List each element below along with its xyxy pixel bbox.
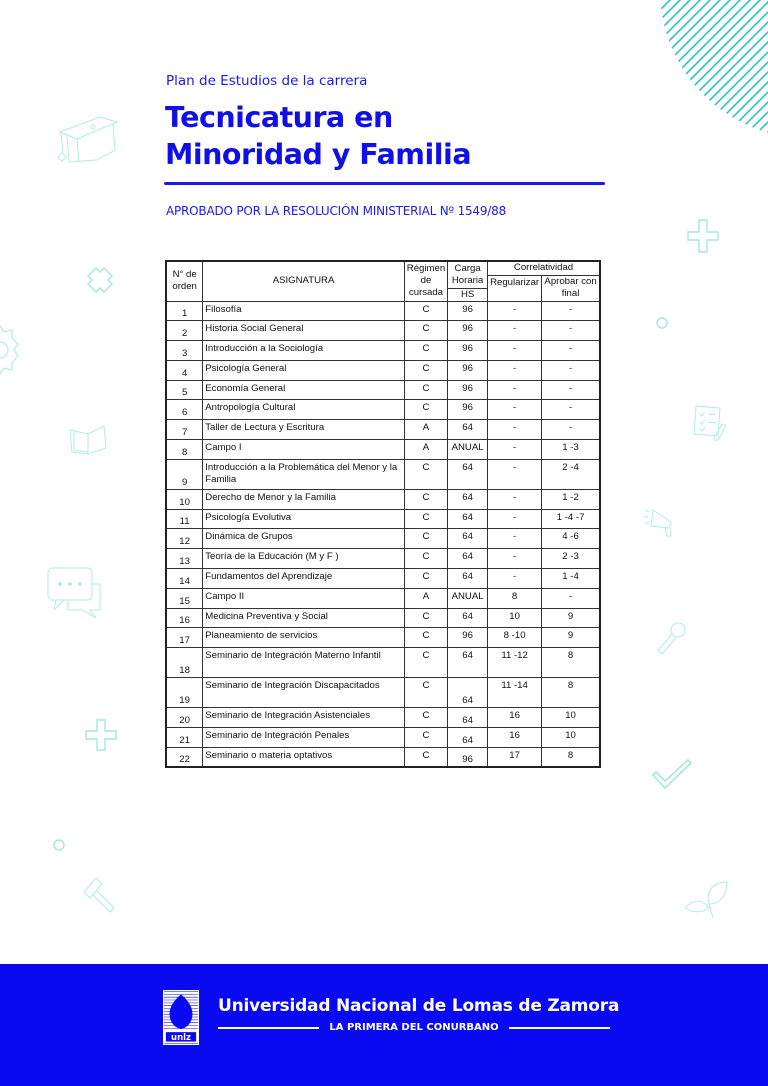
checklist-icon — [692, 404, 726, 442]
row-subject: Seminario de Integración Penales — [203, 728, 405, 748]
row-hours: 64 — [448, 648, 488, 678]
row-regime: C — [404, 569, 447, 589]
row-subject: Introducción a la Problemática del Menor y la Familia — [203, 459, 405, 489]
page-subtitle: Plan de Estudios de la carrera — [166, 73, 368, 89]
row-hours: 64 — [448, 608, 488, 628]
row-approve-final: - — [542, 301, 600, 321]
row-regularize: - — [488, 489, 542, 509]
row-order: 3 — [166, 341, 203, 361]
row-hours: 64 — [448, 549, 488, 569]
header-correlatives: Correlatividad — [488, 261, 600, 275]
row-regularize: 11 -12 — [488, 648, 542, 678]
row-regularize: 10 — [488, 608, 542, 628]
row-regularize: 16 — [488, 728, 542, 748]
row-regularize: - — [488, 529, 542, 549]
row-hours: 96 — [448, 301, 488, 321]
row-order: 19 — [166, 678, 203, 708]
title-line-2: Minoridad y Familia — [165, 138, 472, 171]
table-row — [166, 608, 600, 628]
row-regularize: - — [488, 341, 542, 361]
row-regime: C — [404, 678, 447, 708]
row-approve-final: - — [542, 321, 600, 341]
plus-icon — [84, 718, 118, 752]
unlz-logo — [163, 990, 199, 1045]
row-regularize: 17 — [488, 747, 542, 767]
row-regularize: - — [488, 459, 542, 489]
row-regularize: 11 -14 — [488, 678, 542, 708]
row-regime: C — [404, 708, 447, 728]
row-regularize: 16 — [488, 708, 542, 728]
row-regime: C — [404, 459, 447, 489]
logo-text: unlz — [171, 1033, 191, 1044]
table-row — [166, 420, 600, 440]
microphone-icon — [656, 620, 688, 656]
row-hours: 96 — [448, 341, 488, 361]
row-regime: C — [404, 380, 447, 400]
table-row — [166, 321, 600, 341]
multiply-icon — [84, 264, 116, 296]
approval-resolution: APROBADO POR LA RESOLUCIÓN MINISTERIAL Nº 1549/88 — [166, 204, 507, 218]
row-approve-final: - — [542, 400, 600, 420]
row-regime: C — [404, 360, 447, 380]
row-order: 1 — [166, 301, 203, 321]
row-approve-final: 1 -4 -7 — [542, 509, 600, 529]
row-approve-final: 1 -2 — [542, 489, 600, 509]
table-row — [166, 569, 600, 589]
title-divider — [164, 182, 605, 185]
row-regularize: 8 — [488, 588, 542, 608]
row-approve-final: 8 — [542, 678, 600, 708]
leaf-icon — [683, 880, 729, 922]
row-approve-final: 4 -6 — [542, 529, 600, 549]
row-subject: Taller de Lectura y Escritura — [203, 420, 405, 440]
row-hours: ANUAL — [448, 440, 488, 460]
row-regime: C — [404, 341, 447, 361]
row-hours: 96 — [448, 400, 488, 420]
row-approve-final: - — [542, 341, 600, 361]
table-row — [166, 459, 600, 489]
row-hours: 64 — [448, 420, 488, 440]
row-order: 14 — [166, 569, 203, 589]
header-subject: ASIGNATURA — [203, 261, 405, 301]
row-regime: C — [404, 301, 447, 321]
row-approve-final: - — [542, 360, 600, 380]
row-order: 6 — [166, 400, 203, 420]
slogan-text: LA PRIMERA DEL CONURBANO — [329, 1022, 499, 1033]
row-subject: Planeamiento de servicios — [203, 628, 405, 648]
row-order: 18 — [166, 648, 203, 678]
row-approve-final: 10 — [542, 728, 600, 748]
table-row — [166, 360, 600, 380]
row-approve-final: 9 — [542, 608, 600, 628]
row-order: 10 — [166, 489, 203, 509]
row-hours: 64 — [448, 529, 488, 549]
row-subject: Campo I — [203, 440, 405, 460]
table-row — [166, 747, 600, 767]
row-order: 17 — [166, 628, 203, 648]
row-order: 21 — [166, 728, 203, 748]
title-line-1: Tecnicatura en — [165, 101, 393, 134]
header-regime: Régimen de cursada — [404, 261, 447, 301]
row-regime: C — [404, 509, 447, 529]
row-regime: C — [404, 400, 447, 420]
slogan — [218, 1022, 610, 1033]
row-regularize: - — [488, 549, 542, 569]
row-regime: C — [404, 608, 447, 628]
row-approve-final: 1 -3 — [542, 440, 600, 460]
row-regularize: - — [488, 400, 542, 420]
row-hours: ANUAL — [448, 588, 488, 608]
header-approve-final: Aprobar con final — [542, 275, 600, 301]
row-order: 2 — [166, 321, 203, 341]
row-approve-final: 9 — [542, 628, 600, 648]
row-regularize: - — [488, 301, 542, 321]
table-row — [166, 588, 600, 608]
row-subject: Medicina Preventiva y Social — [203, 608, 405, 628]
row-hours: 64 — [448, 728, 488, 748]
row-subject: Filosofía — [203, 301, 405, 321]
circle-icon — [655, 316, 669, 330]
slogan-line-left — [218, 1027, 319, 1029]
circle-icon — [52, 838, 66, 852]
row-approve-final: - — [542, 420, 600, 440]
table-row — [166, 380, 600, 400]
megaphone-icon — [643, 502, 679, 538]
row-approve-final: 2 -3 — [542, 549, 600, 569]
table-row — [166, 440, 600, 460]
slogan-line-right — [509, 1027, 610, 1029]
gear-icon — [0, 322, 28, 378]
row-regime: C — [404, 648, 447, 678]
row-regularize: - — [488, 380, 542, 400]
table-row — [166, 549, 600, 569]
page-title — [165, 99, 471, 173]
row-subject: Historia Social General — [203, 321, 405, 341]
row-approve-final: 1 -4 — [542, 569, 600, 589]
table-row — [166, 509, 600, 529]
row-hours: 64 — [448, 489, 488, 509]
row-regime: A — [404, 420, 447, 440]
row-regularize: - — [488, 440, 542, 460]
row-regime: C — [404, 529, 447, 549]
row-subject: Teoría de la Educación (M y F ) — [203, 549, 405, 569]
row-order: 4 — [166, 360, 203, 380]
row-hours: 96 — [448, 380, 488, 400]
row-hours: 64 — [448, 708, 488, 728]
gavel-icon — [80, 874, 120, 914]
chat-bubbles-icon — [46, 566, 104, 624]
row-order: 16 — [166, 608, 203, 628]
row-regime: C — [404, 321, 447, 341]
row-regime: C — [404, 549, 447, 569]
row-approve-final: - — [542, 588, 600, 608]
row-order: 13 — [166, 549, 203, 569]
row-subject: Campo II — [203, 588, 405, 608]
row-hours: 96 — [448, 360, 488, 380]
table-row — [166, 708, 600, 728]
row-subject: Derecho de Menor y la Familia — [203, 489, 405, 509]
row-subject: Psicología Evolutiva — [203, 509, 405, 529]
row-hours: 96 — [448, 628, 488, 648]
row-approve-final: 2 -4 — [542, 459, 600, 489]
row-hours: 96 — [448, 321, 488, 341]
row-subject: Psicología General — [203, 360, 405, 380]
row-subject: Dinámica de Grupos — [203, 529, 405, 549]
header-regularize: Regularizar — [488, 275, 542, 301]
row-regime: C — [404, 489, 447, 509]
row-regime: C — [404, 728, 447, 748]
row-order: 7 — [166, 420, 203, 440]
row-approve-final: - — [542, 380, 600, 400]
row-order: 8 — [166, 440, 203, 460]
row-regime: C — [404, 628, 447, 648]
checkmark-icon — [650, 758, 694, 792]
row-regularize: - — [488, 360, 542, 380]
row-order: 20 — [166, 708, 203, 728]
header-load: Carga Horaria — [448, 261, 488, 288]
table-row — [166, 529, 600, 549]
row-subject: Fundamentos del Aprendizaje — [203, 569, 405, 589]
row-regularize: - — [488, 569, 542, 589]
row-subject: Economía General — [203, 380, 405, 400]
row-regime: A — [404, 588, 447, 608]
row-order: 12 — [166, 529, 203, 549]
row-subject: Antropología Cultural — [203, 400, 405, 420]
row-hours: 96 — [448, 747, 488, 767]
row-subject: Seminario de Integración Discapacitados — [203, 678, 405, 708]
row-subject: Seminario de Integración Asistenciales — [203, 708, 405, 728]
table-row — [166, 678, 600, 708]
row-hours: 64 — [448, 678, 488, 708]
row-regularize: - — [488, 420, 542, 440]
row-regularize: - — [488, 509, 542, 529]
table-row — [166, 648, 600, 678]
row-hours: 64 — [448, 509, 488, 529]
row-order: 15 — [166, 588, 203, 608]
table-row — [166, 628, 600, 648]
plus-icon — [686, 218, 720, 254]
table-row — [166, 728, 600, 748]
row-regularize: - — [488, 321, 542, 341]
row-subject: Seminario de Integración Materno Infantil — [203, 648, 405, 678]
table-row — [166, 341, 600, 361]
row-order: 9 — [166, 459, 203, 489]
row-hours: 64 — [448, 459, 488, 489]
table-row — [166, 489, 600, 509]
row-subject: Introducción a la Sociología — [203, 341, 405, 361]
row-approve-final: 10 — [542, 708, 600, 728]
row-order: 22 — [166, 747, 203, 767]
book-icon — [68, 424, 108, 456]
row-hours: 64 — [448, 569, 488, 589]
graduation-cap-icon — [55, 112, 120, 167]
row-approve-final: 8 — [542, 648, 600, 678]
row-order: 5 — [166, 380, 203, 400]
university-name: Universidad Nacional de Lomas de Zamora — [218, 996, 620, 1016]
row-regime: A — [404, 440, 447, 460]
row-approve-final: 8 — [542, 747, 600, 767]
row-regularize: 8 -10 — [488, 628, 542, 648]
row-subject: Seminario o materia optativos — [203, 747, 405, 767]
header-load-unit: HS — [448, 288, 488, 301]
row-regime: C — [404, 747, 447, 767]
table-row — [166, 400, 600, 420]
table-row — [166, 301, 600, 321]
study-plan-table — [165, 260, 601, 768]
row-order: 11 — [166, 509, 203, 529]
header-order: N° de orden — [166, 261, 203, 301]
